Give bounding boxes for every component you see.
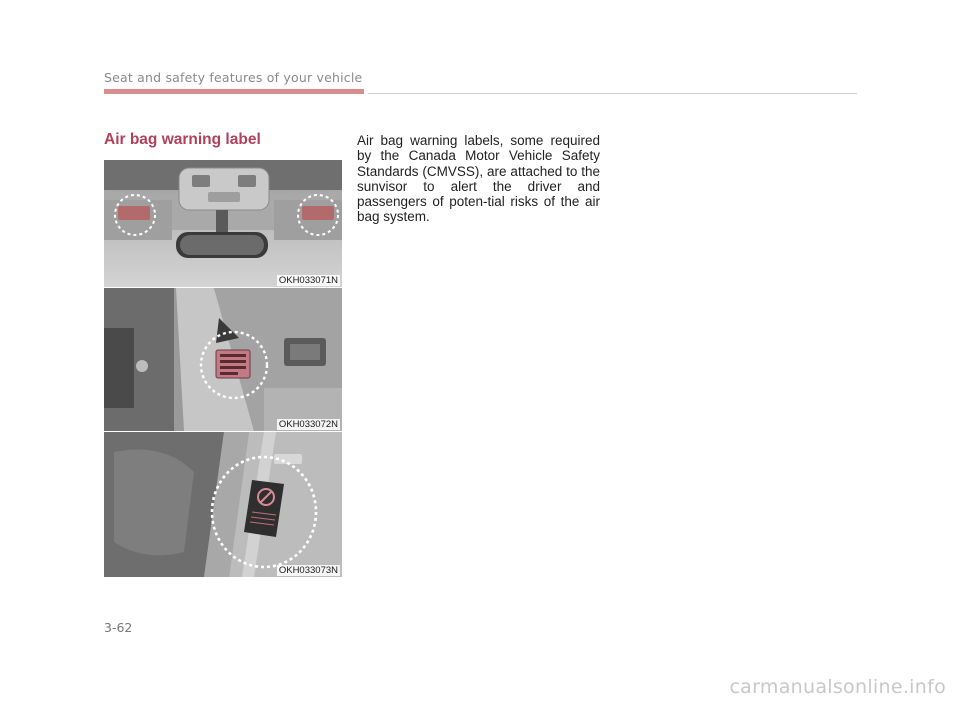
- figure-pillar-photo: [104, 288, 342, 431]
- figure-seat-photo: [104, 432, 342, 577]
- page-number: 3-62: [104, 620, 133, 635]
- section-heading: Air bag warning label: [104, 131, 261, 148]
- pillar-illustration: [104, 288, 342, 431]
- figure-sunvisor-photo: [104, 160, 342, 287]
- watermark: carmanualsonline.info: [729, 676, 946, 698]
- running-header-title: Seat and safety features of your vehicle: [104, 70, 363, 85]
- seat-illustration: [104, 432, 342, 577]
- header-divider: [368, 93, 857, 94]
- header-accent-bar: [104, 89, 364, 94]
- sunvisor-illustration: [104, 160, 342, 287]
- body-paragraph: Air bag warning labels, some required by the Canada Motor Vehicle Safety Standards (CMVSS), are attached to the sunvisor to alert the driver and passengers of poten-tial risks of the air bag system.: [357, 133, 600, 225]
- figure-code: OKH033071N: [278, 275, 338, 286]
- figure-code: OKH033073N: [278, 565, 338, 576]
- figure-code: OKH033072N: [278, 419, 338, 430]
